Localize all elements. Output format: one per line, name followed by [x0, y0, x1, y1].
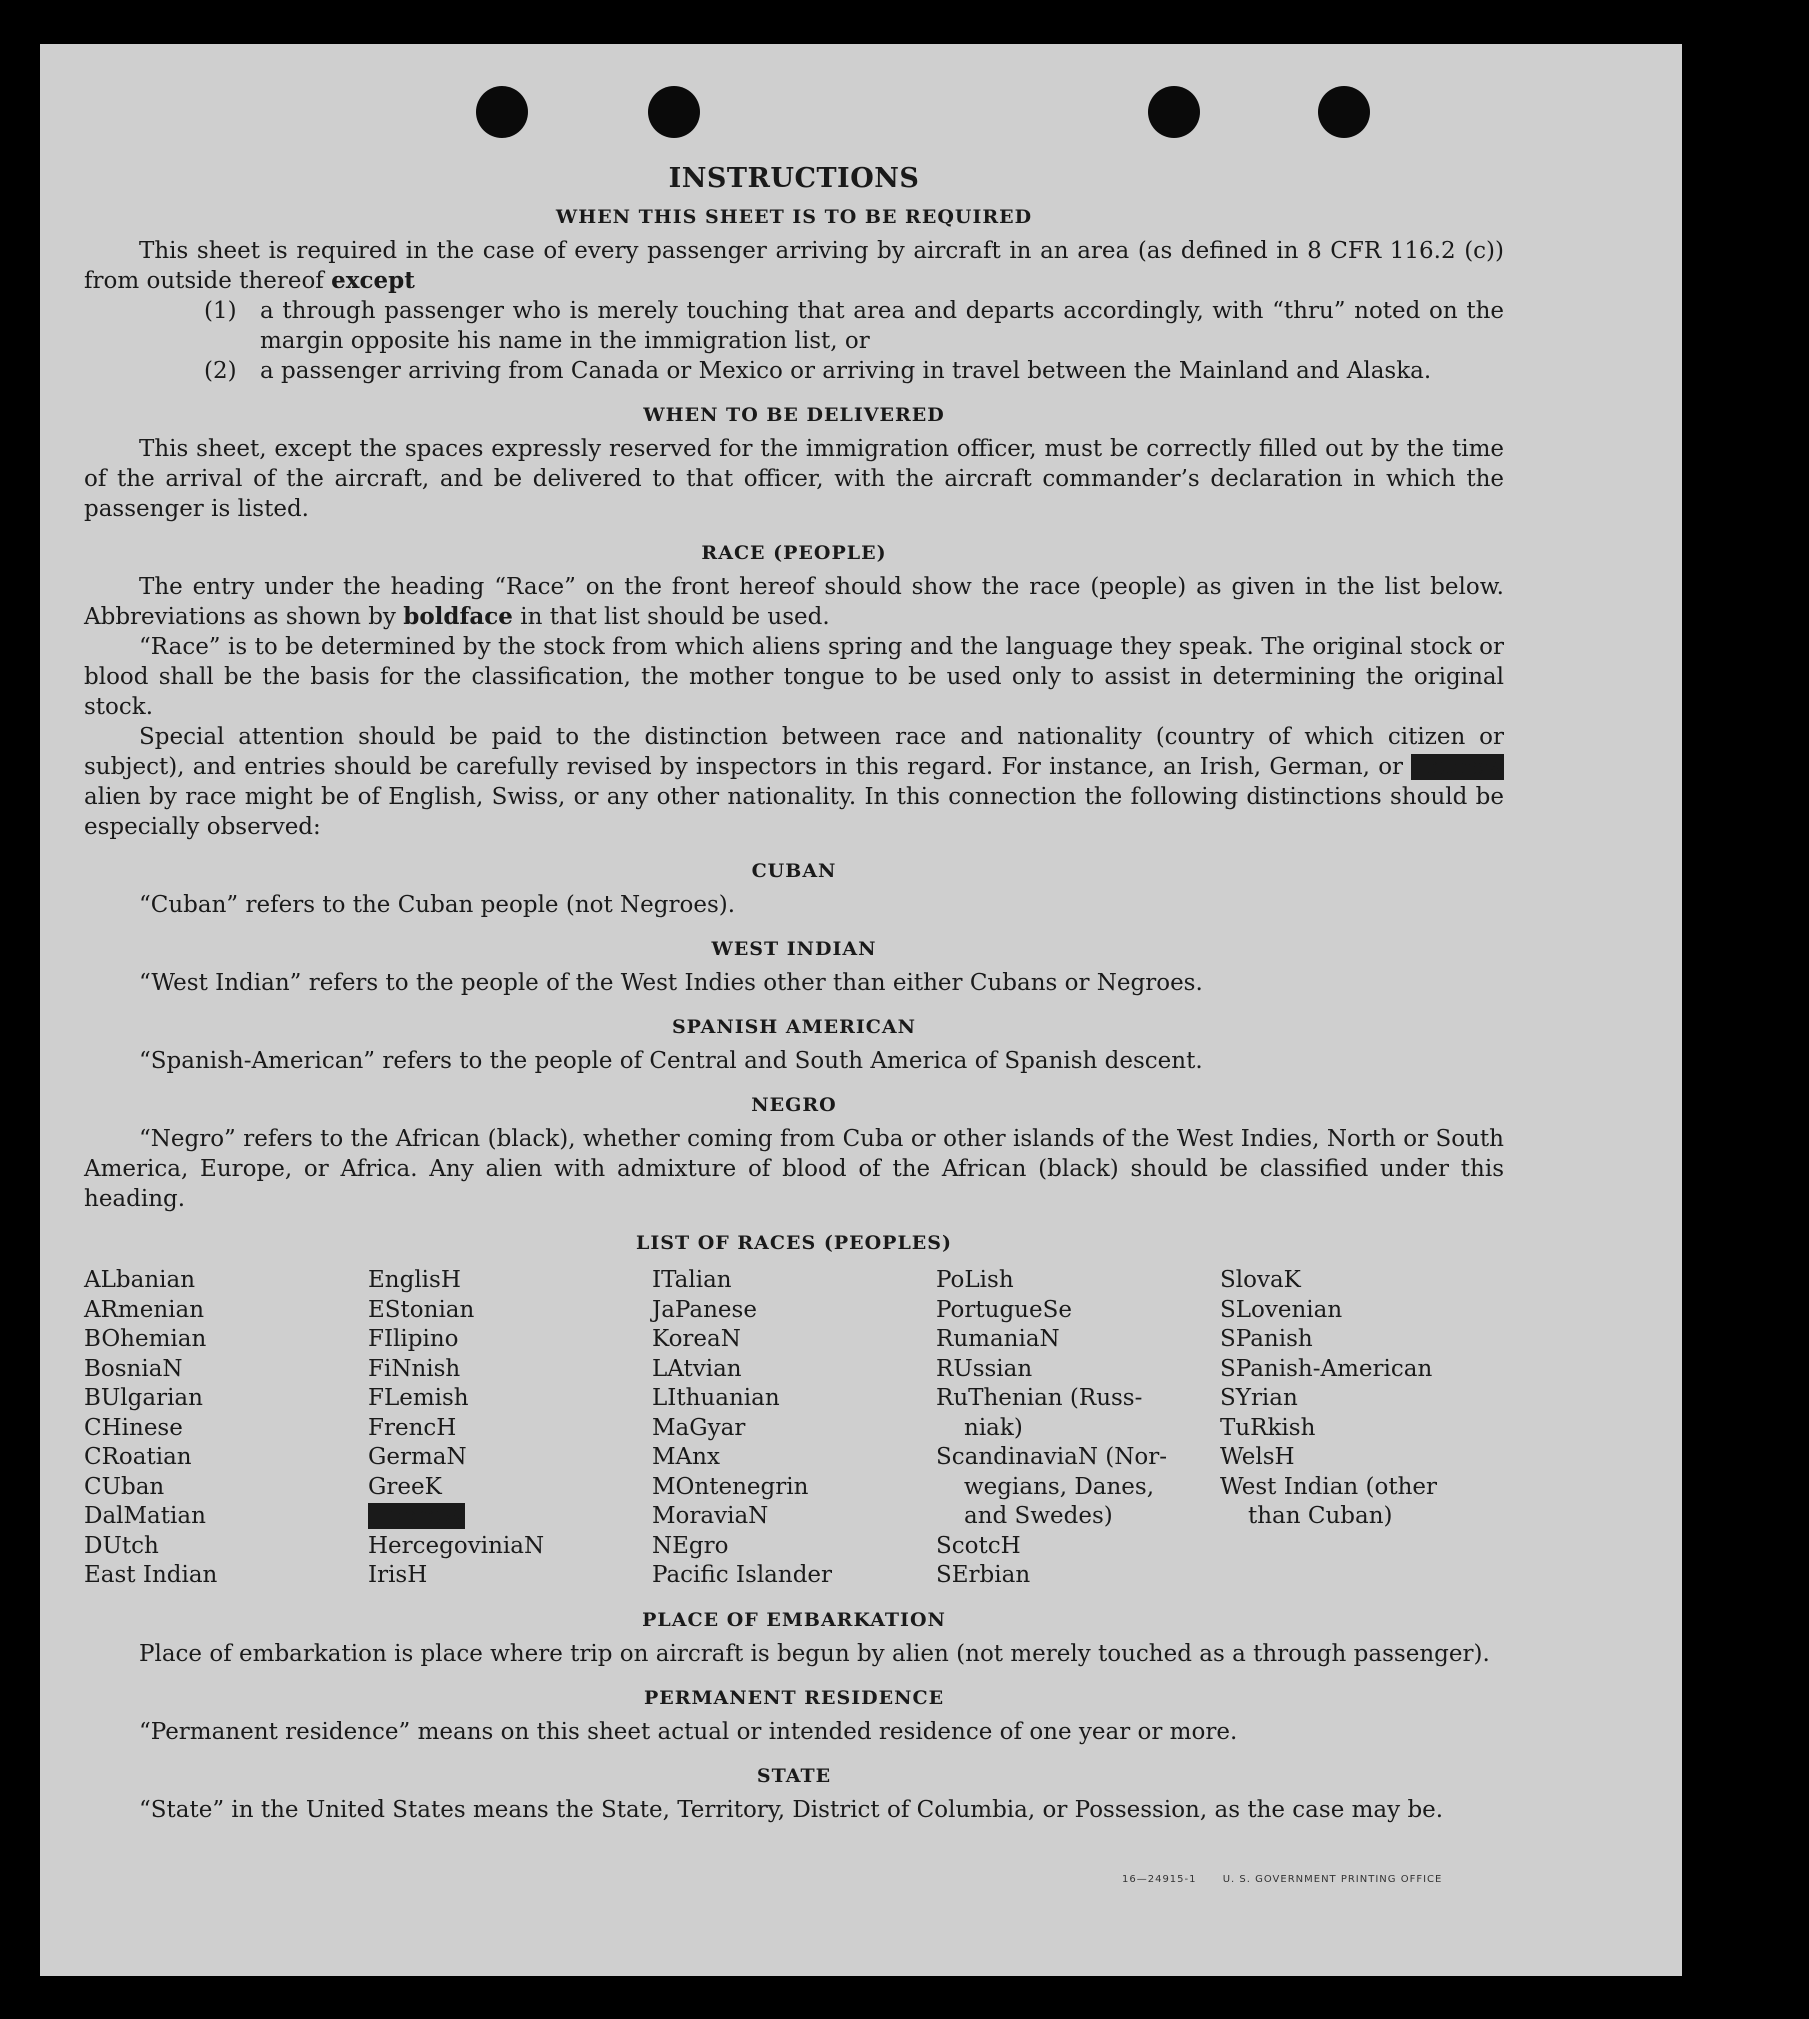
race-item: and Swedes)	[964, 1503, 1113, 1529]
heading-races-list: LIST OF RACES (PEOPLES)	[636, 1232, 952, 1254]
race-item: GermaN	[368, 1444, 467, 1470]
race-item: RuThenian (Russ-	[936, 1385, 1143, 1411]
instructions-body	[84, 164, 1504, 1825]
race-item: MOntenegrin	[652, 1473, 809, 1500]
race-item: SPanish	[1220, 1326, 1313, 1352]
race-item: West Indian (other	[1220, 1473, 1438, 1500]
race-item: LAtvian	[652, 1355, 742, 1382]
residence-text: “Permanent residence” means on this sheet actual or intended residence of one year or more.	[139, 1718, 1238, 1745]
race-item: wegians, Danes,	[964, 1473, 1155, 1500]
race-item: SlovaK	[1220, 1267, 1301, 1293]
race-item: WelsH	[1220, 1444, 1295, 1470]
cuban-text: “Cuban” refers to the Cuban people (not Negroes).	[139, 892, 736, 918]
race-paragraph-2: “Race” is to be determined by the stock from which aliens spring and the language they speak. The original stock or blood shall be the basis for the classification, the mother tongue to be used only to assist in determining the original stock.	[84, 634, 1504, 720]
race-item: SYrian	[1220, 1385, 1298, 1411]
race-paragraph-3: Special attention should be paid to the distinction between race and nationality (country of which citizen or subject), and entries should be carefully revised by inspectors in this regard. For instance, an Irish, German, or Hebrew alien by race might be of English, Swiss, or any other nationality. In this connection the following distinctions should be especially observed:	[84, 724, 1504, 840]
race-item: ARmenian	[84, 1296, 205, 1323]
race-item: NEgro	[652, 1532, 729, 1559]
race-item: BOhemian	[84, 1326, 207, 1352]
race-item: PortugueSe	[936, 1296, 1072, 1323]
race-item: BUlgarian	[84, 1385, 203, 1411]
race-item: ScandinaviaN (Nor-	[936, 1444, 1167, 1470]
races-column-4	[936, 1266, 1220, 1591]
punch-hole	[1318, 86, 1370, 138]
state-text: “State” in the United States means the State, Territory, District of Columbia, or Possession, as the case may be.	[139, 1796, 1444, 1823]
race-item: CUban	[84, 1473, 165, 1500]
race-item: EnglisH	[368, 1267, 461, 1293]
race-item: MaGyar	[652, 1414, 746, 1441]
race-item: DalMatian	[84, 1503, 206, 1529]
race-item: JaPanese	[652, 1296, 757, 1323]
heading-race: RACE (PEOPLE)	[701, 542, 887, 564]
race-item: ITalian	[652, 1267, 732, 1293]
form-number: 16—24915-1	[1122, 1874, 1197, 1885]
races-column-5	[1220, 1266, 1504, 1591]
required-item-2	[84, 356, 1504, 386]
race-item: ALbanian	[84, 1267, 196, 1293]
race-item: LIthuanian	[652, 1385, 780, 1411]
required-intro: This sheet is required in the case of every passenger arriving by aircraft in an area (as defined in 8 CFR 116.2 (c)) from outside thereof except	[84, 238, 1504, 294]
required-item-1	[84, 296, 1504, 356]
race-item: SLovenian	[1220, 1296, 1343, 1323]
negro-text: “Negro” refers to the African (black), whether coming from Cuba or other islands of the West Indies, North or South America, Europe, or Africa. Any alien with admixture of blood of the African (black) should be classified under this heading.	[84, 1126, 1504, 1212]
race-item: HercegoviniaN	[368, 1532, 545, 1559]
item-text: a passenger arriving from Canada or Mexico or arriving in travel between the Mainland and Alaska.	[260, 358, 1432, 384]
race-item: FLemish	[368, 1385, 469, 1411]
heading-required: WHEN THIS SHEET IS TO BE REQUIRED	[555, 206, 1033, 228]
struck-word: Hebrew	[1411, 754, 1504, 780]
punch-hole	[1148, 86, 1200, 138]
race-item: RumaniaN	[936, 1326, 1060, 1352]
document-page	[40, 44, 1682, 1976]
heading-embarkation: PLACE OF EMBARKATION	[642, 1608, 946, 1631]
item-number: (1)	[204, 298, 237, 324]
heading-cuban: CUBAN	[751, 860, 837, 882]
race-item: FIlipino	[368, 1326, 459, 1352]
race-item: Pacific Islander	[652, 1562, 833, 1588]
races-column-1	[84, 1266, 368, 1591]
race-item: than Cuban)	[1248, 1503, 1393, 1529]
race-item: MoraviaN	[652, 1503, 769, 1529]
west-indian-text: “West Indian” refers to the people of the West Indies other than either Cubans or Negroes.	[139, 970, 1203, 996]
printer-credit: U. S. GOVERNMENT PRINTING OFFICE	[1222, 1874, 1443, 1885]
races-column-3	[652, 1266, 936, 1591]
heading-delivered: WHEN TO BE DELIVERED	[643, 404, 945, 426]
embarkation-text: Place of embarkation is place where trip on aircraft is begun by alien (not merely touched as a through passenger).	[139, 1640, 1490, 1667]
race-item: IrisH	[368, 1562, 428, 1588]
race-item: PoLish	[936, 1267, 1014, 1293]
punch-hole	[476, 86, 528, 138]
race-item: TuRkish	[1220, 1414, 1316, 1441]
heading-residence: PERMANENT RESIDENCE	[643, 1686, 945, 1709]
punch-hole	[648, 86, 700, 138]
item-number: (2)	[204, 358, 237, 384]
race-item: CHinese	[84, 1414, 183, 1441]
heading-state: STATE	[756, 1764, 832, 1787]
race-item: FiNnish	[368, 1355, 461, 1382]
race-item-struck: HebreW	[368, 1503, 465, 1529]
races-column-2	[368, 1266, 652, 1591]
footer-imprint	[1122, 1874, 1464, 1885]
race-item: SPanish-American	[1220, 1355, 1433, 1382]
heading-negro: NEGRO	[751, 1094, 837, 1116]
race-item: DUtch	[84, 1532, 159, 1559]
delivered-text: This sheet, except the spaces expressly reserved for the immigration officer, must be correctly filled out by the time of the arrival of the aircraft, and be delivered to that officer, with the aircraft commander’s declaration in which the passenger is listed.	[84, 436, 1504, 522]
races-list	[84, 1266, 1504, 1591]
race-item: RUssian	[936, 1355, 1033, 1382]
race-item: KoreaN	[652, 1326, 741, 1352]
race-item: GreeK	[368, 1473, 442, 1500]
item-text: a through passenger who is merely touching that area and departs accordingly, with “thru” noted on the margin opposite his name in the immigration list, or	[260, 298, 1504, 354]
heading-spanish-american: SPANISH AMERICAN	[671, 1016, 917, 1038]
race-item: MAnx	[652, 1444, 720, 1470]
race-item: EStonian	[368, 1296, 475, 1323]
race-item: CRoatian	[84, 1444, 192, 1470]
race-item: niak)	[964, 1414, 1023, 1441]
race-paragraph-1: The entry under the heading “Race” on the front hereof should show the race (people) as given in the list below. Abbreviations as shown by boldface in that list should be used.	[84, 574, 1504, 630]
spanish-american-text: “Spanish-American” refers to the people of Central and South America of Spanish descent.	[139, 1048, 1203, 1074]
race-item: FrencH	[368, 1414, 457, 1441]
page-title: INSTRUCTIONS	[668, 163, 920, 194]
race-item: BosniaN	[84, 1355, 183, 1382]
race-item: ScotcH	[936, 1532, 1021, 1559]
heading-west-indian: WEST INDIAN	[711, 938, 877, 960]
race-item: East Indian	[84, 1562, 218, 1588]
race-item: SErbian	[936, 1562, 1031, 1588]
